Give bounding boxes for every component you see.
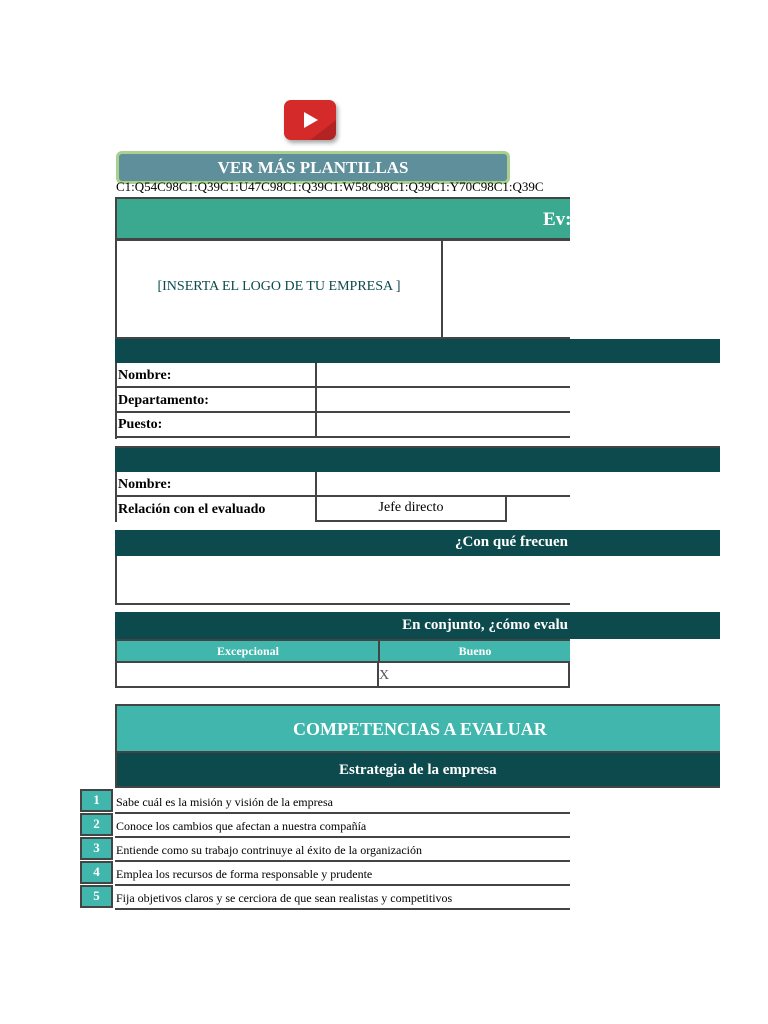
evaluator-relation-label: Relación con el evaluado bbox=[118, 502, 266, 517]
rating-col-excepcional bbox=[115, 639, 379, 663]
evaluator-fields bbox=[115, 472, 570, 522]
evaluated-position-field[interactable] bbox=[315, 413, 570, 436]
item-number: 2 bbox=[80, 813, 113, 836]
evaluator-row-relation bbox=[117, 497, 570, 522]
section-header-bar bbox=[115, 751, 720, 788]
title-bar bbox=[115, 197, 570, 240]
rating-col-bueno bbox=[378, 639, 570, 663]
evaluated-header-bar bbox=[115, 339, 720, 363]
competency-item: Fija objetivos claros y se cerciora de que sean realistas y competitivos bbox=[115, 885, 570, 910]
item-number: 5 bbox=[80, 885, 113, 908]
evaluated-department-field[interactable] bbox=[315, 388, 570, 411]
evaluated-department-value bbox=[317, 391, 318, 406]
competency-item: Sabe cuál es la misión y visión de la empresa bbox=[115, 789, 570, 814]
evaluator-name-field[interactable] bbox=[315, 472, 570, 495]
evaluator-relation-value: Jefe directo bbox=[378, 500, 444, 515]
evaluated-name-value bbox=[317, 366, 318, 381]
more-templates-button[interactable]: VER MÁS PLANTILLAS bbox=[116, 151, 510, 184]
competencies-title: COMPETENCIAS A EVALUAR bbox=[293, 719, 547, 739]
competency-item: Conoce los cambios que afectan a nuestra compañía bbox=[115, 813, 570, 838]
play-icon bbox=[304, 112, 318, 128]
evaluated-position-label: Puesto: bbox=[118, 417, 163, 432]
evaluated-row-department bbox=[117, 388, 570, 413]
rating-col-bueno-label: Bueno bbox=[458, 644, 492, 658]
logo-placeholder-box bbox=[115, 239, 443, 339]
youtube-play-button[interactable] bbox=[284, 100, 336, 140]
frequency-header-bar bbox=[115, 530, 720, 556]
competencies-header-bar bbox=[115, 704, 720, 752]
evaluator-row-name bbox=[117, 472, 570, 497]
frequency-question: ¿Con qué frecuen bbox=[454, 534, 568, 550]
evaluated-row-position bbox=[117, 413, 570, 438]
item-number: 4 bbox=[80, 861, 113, 884]
overall-question: En conjunto, ¿cómo evalu bbox=[402, 617, 568, 633]
evaluator-relation-field[interactable] bbox=[315, 497, 507, 522]
evaluated-name-field[interactable] bbox=[315, 363, 570, 386]
item-number: 3 bbox=[80, 837, 113, 860]
formula-text: C1:Q54C98C1:Q39C1:U47C98C1:Q39C1:W58C98C1:Q39C1:Y70C98C1:Q39C bbox=[116, 180, 544, 194]
rating-col-excepcional-label: Excepcional bbox=[217, 644, 279, 658]
frequency-answer-box[interactable] bbox=[115, 556, 570, 605]
rating-cell-excepcional[interactable] bbox=[115, 662, 379, 688]
evaluated-fields bbox=[115, 363, 570, 439]
logo-side-box bbox=[441, 239, 570, 339]
evaluated-position-value bbox=[317, 416, 318, 431]
evaluated-row-name bbox=[117, 363, 570, 388]
page-title: Ev: bbox=[543, 209, 572, 230]
evaluator-name-label: Nombre: bbox=[118, 477, 172, 492]
evaluator-name-value bbox=[317, 475, 318, 490]
evaluated-department-label: Departamento: bbox=[118, 393, 209, 408]
overall-header-bar bbox=[115, 612, 720, 639]
logo-placeholder-text: [INSERTA EL LOGO DE TU EMPRESA ] bbox=[157, 279, 401, 294]
evaluated-name-label: Nombre: bbox=[118, 368, 172, 383]
evaluator-header-bar bbox=[115, 446, 720, 472]
section-title: Estrategia de la empresa bbox=[339, 762, 497, 778]
rating-cell-bueno[interactable] bbox=[377, 662, 570, 688]
competency-item: Emplea los recursos de forma responsable y prudente bbox=[115, 861, 570, 886]
competency-item: Entiende como su trabajo contrinuye al éxito de la organización bbox=[115, 837, 570, 862]
rating-mark-bueno: X bbox=[379, 668, 390, 683]
item-number: 1 bbox=[80, 789, 113, 812]
